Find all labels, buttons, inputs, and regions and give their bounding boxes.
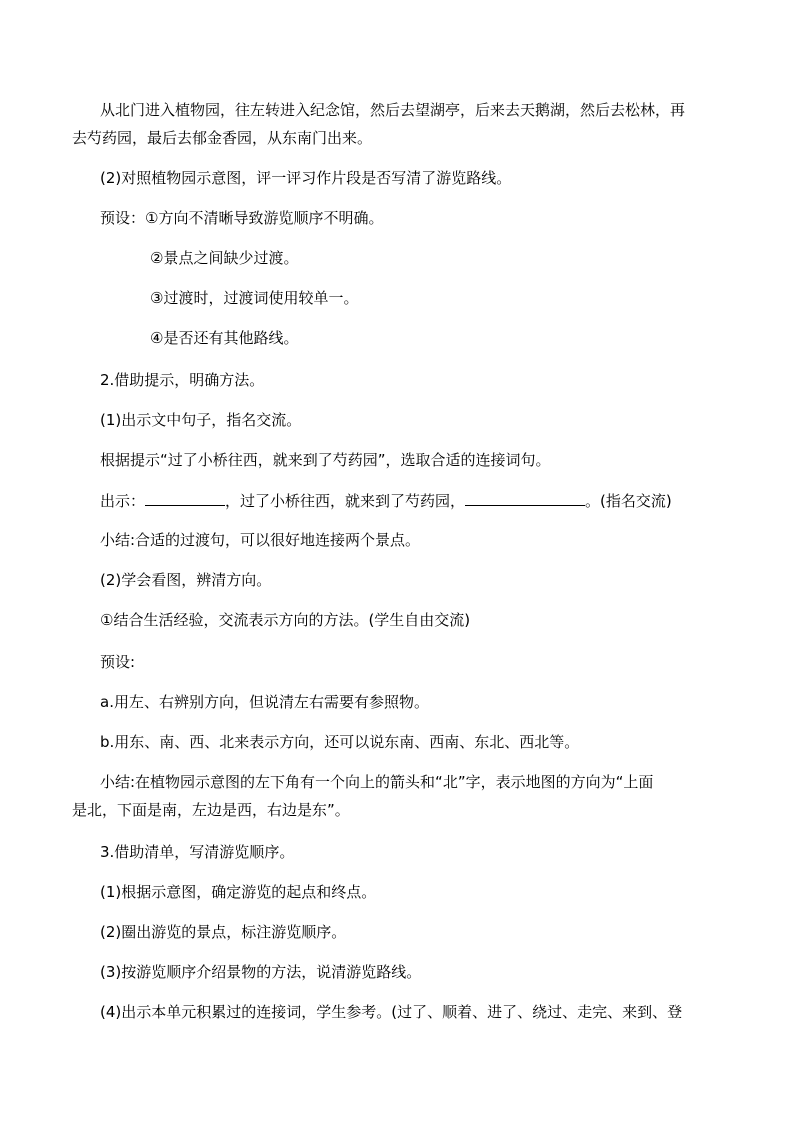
show-suffix: 。(指名交流) [585,492,672,510]
section-2-summary: 小结:合适的过渡句，可以很好地连接两个景点。 [100,531,421,549]
preset-item-1: ①方向不清晰导致游览顺序不明确。 [145,209,384,227]
section-2-heading: 2.借助提示，明确方法。 [100,371,265,389]
section-2-hint: 根据提示“过了小桥往西，就来到了芍药园”，选取合适的连接词句。 [100,451,551,469]
section-3-step-3: (3)按游览顺序介绍景物的方法，说清游览路线。 [100,963,422,981]
paragraph-route-line2: 去芍药园，最后去郁金香园，从东南门出来。 [72,129,373,147]
summary-2-line1: 小结:在植物园示意图的左下角有一个向上的箭头和“北”字，表示地图的方向为“上面 [100,773,654,791]
show-prefix: 出示： [100,492,146,510]
summary-2-line2: 是北，下面是南，左边是西，右边是东”。 [72,801,350,819]
preset-item-3: ③过渡时，过渡词使用较单一。 [150,289,359,307]
blank-underline-2 [465,491,585,506]
blank-underline-1 [145,491,225,506]
show-middle: ，过了小桥往西，就来到了芍药园， [225,492,466,510]
section-3-step-1: (1)根据示意图，确定游览的起点和终点。 [100,883,377,901]
section-3-step-4: (4)出示本单元积累过的连接词，学生参考。(过了、顺着、进了、绕过、走完、来到、登 [100,1003,683,1021]
section-2-step-2-1: ①结合生活经验，交流表示方向的方法。(学生自由交流) [100,611,471,629]
preset-item-2: ②景点之间缺少过渡。 [150,249,299,267]
preset-2-a: a.用左、右辨别方向，但说清左右需要有参照物。 [100,693,429,711]
section-3-heading: 3.借助清单，写清游览顺序。 [100,843,295,861]
preset-2-label: 预设: [100,653,136,671]
preset-label: 预设： [100,209,146,227]
preset-2-b: b.用东、南、西、北来表示方向，还可以说东南、西南、东北、西北等。 [100,733,580,751]
section-2-step-2: (2)学会看图，辨清方向。 [100,571,272,589]
paragraph-route-line1: 从北门进入植物园，往左转进入纪念馆，然后去望湖亭，后来去天鹅湖，然后去松林，再 [100,101,686,119]
preset-item-4: ④是否还有其他路线。 [150,329,299,347]
preset-1-label-item1 [100,208,383,228]
section-2-show-line [100,491,672,511]
section-3-step-2: (2)圈出游览的景点，标注游览顺序。 [100,923,347,941]
paragraph-evaluate: (2)对照植物园示意图，评一评习作片段是否写清了游览路线。 [100,169,512,187]
section-2-step-1: (1)出示文中句子，指名交流。 [100,411,302,429]
